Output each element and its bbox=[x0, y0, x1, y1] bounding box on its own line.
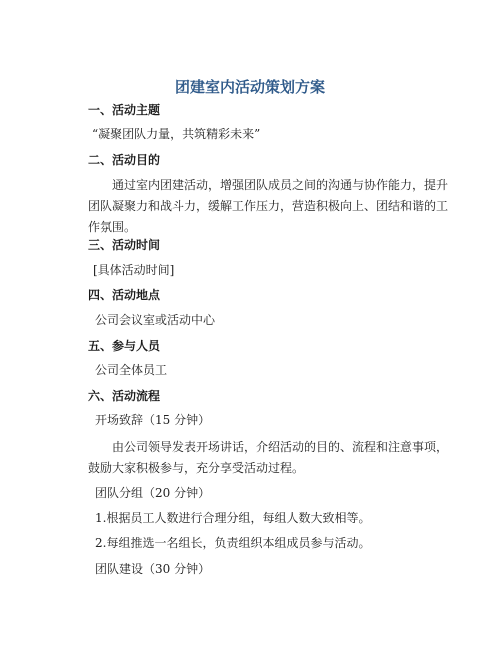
section-heading-purpose: 二、活动目的 bbox=[88, 153, 161, 167]
grouping-step-1: 1.根据员工人数进行合理分组，每组人数大致相等。 bbox=[95, 511, 371, 525]
flow-teambuilding-title: 团队建设（30 分钟） bbox=[95, 562, 211, 576]
section-heading-flow: 六、活动流程 bbox=[88, 389, 161, 403]
section-heading-location: 四、活动地点 bbox=[88, 288, 161, 302]
opening-line-1: 由公司领导发表开场讲话，介绍活动的目的、流程和注意事项， bbox=[112, 440, 449, 454]
flow-opening-title: 开场致辞（15 分钟） bbox=[95, 413, 211, 427]
grouping-step-2: 2.每组推选一名组长，负责组织本组成员参与活动。 bbox=[95, 536, 371, 550]
participants-text: 公司全体员工 bbox=[95, 363, 168, 377]
flow-grouping-title: 团队分组（20 分钟） bbox=[95, 486, 211, 500]
purpose-line-3: 作氛围。 bbox=[88, 220, 137, 234]
section-heading-theme: 一、活动主题 bbox=[88, 103, 161, 117]
purpose-line-2: 团队凝聚力和战斗力，缓解工作压力，营造积极向上、团结和谐的工 bbox=[88, 199, 449, 213]
time-text: [具体活动时间] bbox=[93, 263, 175, 277]
section-heading-participants: 五、参与人员 bbox=[88, 339, 161, 353]
theme-text: “凝聚团队力量，共筑精彩未来” bbox=[92, 127, 261, 141]
opening-line-2: 鼓励大家积极参与，充分享受活动过程。 bbox=[88, 461, 305, 475]
location-text: 公司会议室或活动中心 bbox=[95, 313, 216, 327]
purpose-paragraph bbox=[88, 175, 449, 238]
purpose-line-1: 通过室内团建活动，增强团队成员之间的沟通与协作能力，提升 bbox=[112, 178, 449, 192]
section-heading-time: 三、活动时间 bbox=[88, 238, 161, 252]
opening-paragraph bbox=[88, 437, 449, 479]
document-title: 团建室内活动策划方案 bbox=[174, 78, 325, 96]
